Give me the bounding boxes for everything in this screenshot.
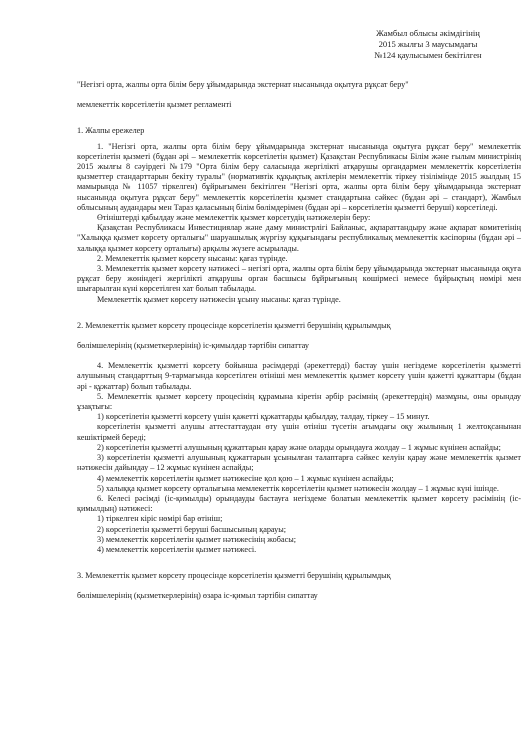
section-2-paragraph-11: 2) көрсетілетін қызметті беруші басшысының қарауы; <box>97 524 287 534</box>
section-1-paragraph-1: 1. "Негізгі орта, жалпы орта білім беру ұйымдарында экстернат нысанында оқытуға рұқсат беру" мемлекеттік көрсетілетін қызметі (бұдан әрі – мемлекеттік көрсетілетін қызмет) Қазақстан Республикасы Білім және ғылым министрінің 2015 жылғы 8 сәуірдегі №179 "Орта білім беру саласында жергілікті атқарушы органдармен мемлекеттік көрсетілетін қызметтер стандарттарын бекіту туралы" (нормативтік құқықтық актілерін мемлекеттік тіркеу тізілімінде 2015 жылдың 15 мамырында № 11057 тіркелген) бұйрығымен бекітілген "Негізгі орта, жалпы орта білім беру ұйымдарында экстернат нысанында оқытуға рұқсат беру" мемлекеттік көрсетілетін қызмет стандартына сәйкес (бұдан әрі – стандарт), Жамбыл облысының аудандары мен Тараз қаласының білім бөлімдерімен (бұдан әрі – көрсетілетін қызметті беруші) көрсетіледі. <box>77 141 521 212</box>
document-title-line-1: "Негізгі орта, жалпы орта білім беру ұйымдарында экстернат нысанында оқытуға рұқсат беру" <box>77 80 409 89</box>
approval-stamp <box>338 28 518 62</box>
section-1-paragraph-6: Мемлекеттік қызмет көрсету нәтижесін ұсыну нысаны: қағаз түрінде. <box>97 294 341 304</box>
section-1-paragraph-4: 2. Мемлекеттік қызмет көрсету нысаны: қағаз түрінде. <box>97 253 288 263</box>
section-2-paragraph-6: 3) көрсетілетін қызметті алушының құжаттарын ұсынылған талаптарға сәйкес келуін қарау және мемлекеттік қызмет нәтижесін дайындау – 12 жұмыс күнінен аспайды; <box>77 453 521 473</box>
section-2-paragraph-5: 2) көрсетілетін қызметті алушының құжаттарын қарау және оларды орындауға жолдау – 1 жұмыс күнінен аспайды; <box>97 442 501 452</box>
section-1-paragraph-2: Өтініштерді қабылдау және мемлекеттік қызмет көрсетудің нәтижелерін беру: <box>97 213 371 223</box>
section-2-paragraph-10: 1) тіркелген кіріс нөмірі бар өтініш; <box>97 514 223 524</box>
document-body <box>77 80 521 602</box>
section-3-heading-line-1: 3. Мемлекеттік қызмет көрсету процесінде көрсетілетін қызметті берушінің құрылымдық <box>77 571 391 581</box>
section-2-paragraph-9: 6. Келесі рәсімді (іс-қимылды) орындауды бастауға негіздеме болатын мемлекеттік қызмет көрсету рәсімінің (іс-қимылдың) нәтижесі: <box>77 493 521 514</box>
approval-line-3: №124 қаулысымен бекітілген <box>374 50 482 61</box>
section-2-paragraph-13: 4) мемлекеттік көрсетілетін қызмет нәтижесі. <box>97 544 257 554</box>
section-2-paragraph-4: көрсетілетін қызметті алушы аттестаттаудан өту үшін өтініш түсетін ағымдағы оқу жылының 1 желтоқсанынан кешіктірмей береді; <box>77 422 521 442</box>
section-2-heading-line-1: 2. Мемлекеттік қызмет көрсету процесінде көрсетілетін қызметті берушінің құрылымдық <box>77 320 391 330</box>
section-2-paragraph-3: 1) көрсетілетін қызметті көрсету үшін қажетті құжаттарды қабылдау, талдау, тіркеу – 15 минут. <box>97 412 430 422</box>
section-2-paragraph-8: 5) халыққа қызмет көрсету орталығына мемлекеттік көрсетілетін қызмет нәтижесін жолдау – 1 жұмыс күні ішінде. <box>97 483 499 493</box>
document-title-line-2: мемлекеттік көрсетілетін қызмет регламенті <box>77 100 232 110</box>
approval-line-1: Жамбыл облысы әкімдігінің <box>376 28 480 38</box>
section-3-heading-line-2: бөлімшелерінің (қызметкерлерінің) өзара іс-қимыл тәртібін сипаттау <box>77 591 318 601</box>
section-1-heading: 1. Жалпы ережелер <box>77 126 145 136</box>
section-2-paragraph-2: 5. Мемлекеттік қызмет көрсету процесінің құрамына кіретін әрбір рәсімнің (әрекеттердің) мазмұны, оны орындау ұзақтығы: <box>77 391 521 412</box>
section-2-paragraph-7: 4) мемлекеттік көрсетілетін қызмет нәтижесіне қол қою – 1 жұмыс күнінен аспайды; <box>97 473 394 483</box>
section-1-paragraph-3: Қазақстан Республикасы Инвестициялар және даму министрлігі Байланыс, ақпараттандыру және ақпарат комитетінің "Халыққа қызмет көрсету орталығы" шаруашылық жүргізу құқығындағы республикалық мемлекеттік кәсіпорны (бұдан әрі – халыққа қызмет көрсету орталығы) арқылы жүзеге асырылады. <box>77 223 521 253</box>
section-2-paragraph-12: 3) мемлекеттік көрсетілетін қызмет нәтижесінің жобасы; <box>97 534 296 544</box>
section-2-heading-line-2: бөлімшелерінің (қызметкерлерінің) іс-қимылдар тәртібін сипаттау <box>77 341 309 351</box>
section-2-paragraph-1: 4. Мемлекеттік қызметті көрсету бойынша рәсімдерді (әрекеттерді) бастау үшін негіздеме көрсетілетін қызметті алушының стандарттың 9-тармағында көрсетілген өтініші мен мемлекеттік қызмет көрсету үшін қажетті құжаттары (бұдан әрі - құжаттар) болып табылады. <box>77 361 521 391</box>
section-1-paragraph-5: 3. Мемлекеттік қызмет көрсету нәтижесі – негізгі орта, жалпы орта білім беру ұйымдарында экстернат нысанында оқуға рұқсат беру жөніндегі жергілікті атқарушы орган басшысы бұйрығының көшірмесі немесе бұйрықтың нөмірі мен шығарылған күні көрсетілген хат болып табылады. <box>77 264 521 294</box>
approval-line-2: 2015 жылғы 3 маусымдағы <box>378 39 478 50</box>
